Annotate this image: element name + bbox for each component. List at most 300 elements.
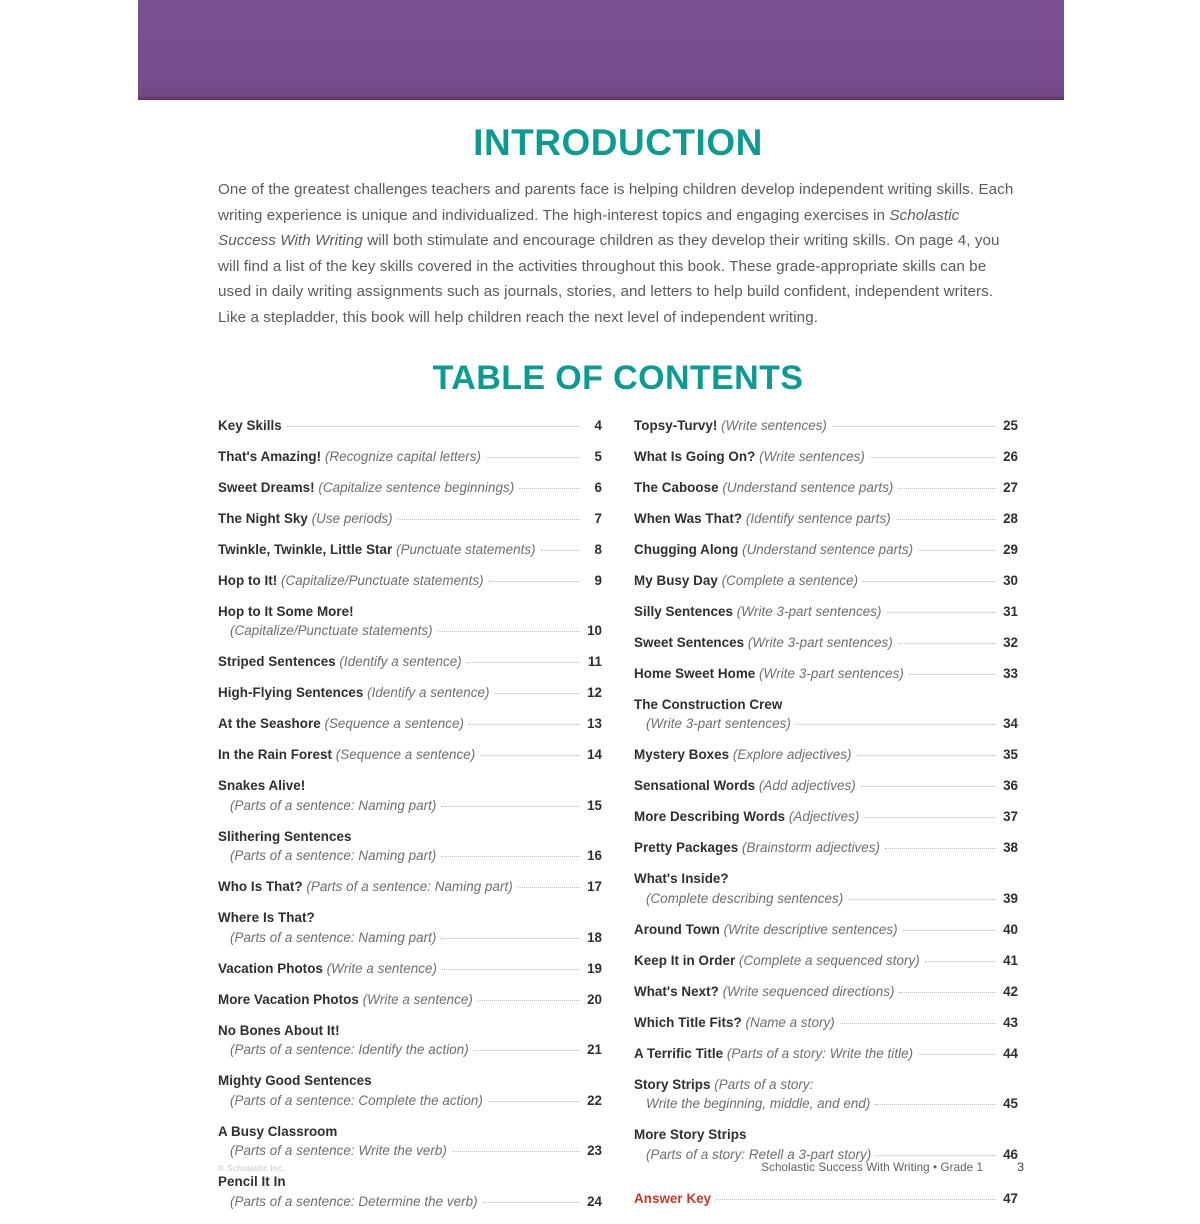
toc-entry-page-number: 32 [1003, 634, 1018, 650]
toc-entry[interactable] [218, 991, 602, 1009]
toc-entry-line-1 [218, 828, 602, 846]
toc-entry-row [230, 622, 602, 640]
toc-entry-skill: (Add adjectives) [758, 778, 856, 794]
dot-leader [488, 1100, 579, 1102]
toc-entry-title: More Describing Words [634, 809, 786, 825]
toc-entry-title: Vacation Photos [218, 960, 323, 976]
toc-entry-page-number: 20 [587, 991, 602, 1007]
toc-entry-row [634, 634, 1018, 652]
dot-leader [469, 723, 579, 725]
toc-entry-text [634, 448, 865, 466]
toc-entry-row [634, 1014, 1018, 1032]
toc-entry-text [634, 665, 904, 683]
toc-entry-title: Mystery Boxes [634, 747, 730, 763]
toc-entry-skill: (Parts of a story: Retell a 3-part story) [646, 1146, 872, 1162]
toc-entry-page-number: 4 [594, 417, 602, 433]
toc-entry[interactable] [218, 417, 602, 435]
toc-entry-row [218, 960, 602, 978]
toc-entry-line-2 [218, 1041, 602, 1059]
toc-entry-text [218, 448, 481, 466]
toc-entry-text [218, 746, 475, 764]
toc-entry-title: Keep It in Order [634, 952, 736, 968]
toc-entry-row [218, 479, 602, 497]
dot-leader [898, 642, 995, 644]
toc-entry-text [634, 479, 893, 497]
toc-entry-text [634, 746, 852, 764]
toc-entry-skill: (Complete describing sentences) [646, 890, 844, 906]
toc-entry-page-number: 12 [587, 685, 602, 701]
dot-leader [898, 487, 995, 489]
toc-entry-page-number: 18 [587, 929, 602, 945]
toc-entry-title: Hop to It Some More! [218, 603, 354, 619]
dot-leader [918, 1053, 995, 1055]
toc-entry-text [634, 1014, 835, 1032]
toc-entry[interactable] [218, 603, 602, 640]
toc-entry-line-1 [634, 870, 1018, 888]
toc-entry-text [218, 510, 393, 528]
toc-left-column [218, 417, 602, 1224]
toc-entry[interactable] [634, 746, 1018, 764]
toc-entry[interactable] [634, 510, 1018, 528]
toc-entry-skill: (Name a story) [745, 1014, 835, 1030]
toc-entry[interactable] [218, 1123, 602, 1160]
toc-entry-skill: (Parts of a story: [714, 1076, 814, 1092]
toc-entry[interactable] [218, 960, 602, 978]
toc-entry-skill: (Write 3-part sentences) [759, 665, 904, 681]
toc-entry-row [634, 952, 1018, 970]
toc-entry[interactable] [218, 541, 602, 559]
toc-entry-title: Key Skills [218, 417, 282, 433]
toc-entry-text [230, 1092, 483, 1110]
toc-entry-row [230, 1092, 602, 1110]
toc-entry-title: High-Flying Sentences [218, 685, 364, 701]
toc-entry-page-number: 11 [587, 654, 602, 670]
toc-entry-text [230, 1193, 478, 1211]
dot-leader [519, 487, 579, 489]
toc-entry-title: What Is Going On? [634, 448, 756, 464]
toc-entry-page-number: 24 [587, 1193, 602, 1209]
toc-entry[interactable] [634, 808, 1018, 826]
toc-entry[interactable] [634, 696, 1018, 733]
toc-entry-skill: (Capitalize/Punctuate statements) [280, 572, 484, 588]
toc-entry-line-2 [218, 1092, 602, 1110]
toc-entry[interactable] [634, 665, 1018, 683]
toc-entry-page-number: 40 [1003, 921, 1018, 937]
toc-entry-row [634, 417, 1018, 435]
toc-entry-title: More Vacation Photos [218, 991, 359, 1007]
toc-entry[interactable] [218, 1022, 602, 1059]
dot-leader [840, 1022, 995, 1024]
toc-entry-line-2 [634, 890, 1018, 908]
toc-entry-title: When Was That? [634, 510, 743, 526]
toc-entry-skill: (Capitalize sentence beginnings) [318, 479, 515, 495]
toc-entry-title: Hop to It! [218, 572, 278, 588]
footer-book-title: Scholastic Success With Writing • Grade 1 [761, 1161, 984, 1174]
dot-leader [438, 630, 579, 632]
toc-entry-skill: (Explore adjectives) [732, 747, 852, 763]
toc-entry-skill: (Write 3-part sentences) [646, 716, 791, 732]
toc-entry-skill: (Identify a sentence) [339, 654, 462, 670]
toc-entry-skill: (Use periods) [311, 510, 393, 526]
toc-entry-title: Pencil It In [218, 1174, 286, 1190]
toc-entry-line-1 [634, 1126, 1018, 1144]
toc-entry-row [634, 777, 1018, 795]
toc-entry-page-number: 29 [1003, 541, 1018, 557]
toc-entry[interactable] [634, 1126, 1018, 1163]
toc-entry-skill: (Parts of a sentence: Identify the action) [230, 1042, 469, 1058]
toc-entry-text [646, 1095, 870, 1113]
table-of-contents-heading: TABLE OF CONTENTS [432, 358, 804, 397]
toc-entry-page-number: 28 [1003, 510, 1018, 526]
toc-entry-page-number: 10 [587, 623, 602, 639]
dot-leader [398, 518, 579, 520]
toc-entry[interactable] [634, 1014, 1018, 1032]
dot-leader [441, 937, 579, 939]
dot-leader [518, 886, 579, 888]
toc-entry-row [634, 510, 1018, 528]
toc-entry-page-number: 14 [587, 747, 602, 763]
toc-entry-text [634, 808, 859, 826]
toc-entry[interactable] [218, 828, 602, 865]
toc-entry-row [634, 921, 1018, 939]
toc-entry-page-number: 22 [587, 1092, 602, 1108]
dot-leader [857, 754, 995, 756]
toc-entry-text [218, 479, 514, 497]
toc-entry-skill-cont: Write the beginning, middle, and end) [646, 1096, 871, 1112]
toc-entry-line-2 [218, 929, 602, 947]
toc-entry-line-1 [634, 696, 1018, 714]
toc-entry-row [218, 746, 602, 764]
dot-leader [896, 518, 995, 520]
toc-entry-page-number: 43 [1003, 1014, 1018, 1030]
toc-entry[interactable] [218, 653, 602, 671]
toc-entry-row [218, 715, 602, 733]
toc-entry-row [218, 572, 602, 590]
dot-leader [474, 1049, 579, 1051]
dot-leader [870, 456, 995, 458]
toc-entry-skill: (Write a sentence) [362, 991, 473, 1007]
dot-leader [480, 754, 579, 756]
toc-entry-row [218, 510, 602, 528]
toc-entry-title: A Terrific Title [634, 1045, 724, 1061]
dot-leader [478, 999, 579, 1001]
toc-entry-row [634, 808, 1018, 826]
toc-entry-text [218, 417, 282, 435]
toc-entry-skill: (Write sentences) [759, 448, 865, 464]
toc-entry-line-1 [218, 1072, 602, 1090]
toc-entry-text [218, 991, 473, 1009]
toc-entry-skill: (Parts of a sentence: Write the verb) [230, 1143, 447, 1159]
toc-entry-page-number: 36 [1003, 778, 1018, 794]
toc-entry-page-number: 37 [1003, 809, 1018, 825]
toc-entry[interactable] [634, 448, 1018, 466]
toc-entry-text [218, 572, 484, 590]
dot-leader [875, 1103, 995, 1105]
toc-entry-row [218, 684, 602, 702]
toc-entry-title: The Night Sky [218, 510, 308, 526]
toc-entry-skill: (Punctuate statements) [396, 541, 536, 557]
toc-entry-answer-key[interactable] [634, 1190, 1018, 1208]
toc-entry-line-2 [218, 1142, 602, 1160]
toc-entry-page-number: 33 [1003, 665, 1018, 681]
toc-entry-title: What's Next? [634, 983, 719, 999]
toc-entry-row [230, 797, 602, 815]
toc-entry-title: Story Strips [634, 1076, 711, 1092]
toc-entry-title: Where Is That? [218, 910, 315, 926]
toc-entry-skill: (Understand sentence parts) [722, 479, 894, 495]
toc-entry-row [634, 541, 1018, 559]
toc-entry-title: Which Title Fits? [634, 1014, 742, 1030]
toc-entry-title: Twinkle, Twinkle, Little Star [218, 541, 393, 557]
toc-entry-text [634, 921, 898, 939]
toc-entry-text [218, 960, 437, 978]
toc-entry-line-2 [218, 622, 602, 640]
toc-entry[interactable] [218, 448, 602, 466]
toc-entry-line-2 [634, 715, 1018, 733]
toc-entry-page-number: 27 [1003, 479, 1018, 495]
toc-entry[interactable] [218, 909, 602, 946]
toc-entry-page-number: 19 [587, 960, 602, 976]
toc-entry-page-number: 41 [1003, 952, 1018, 968]
toc-entry-skill: (Parts of a sentence: Complete the action) [230, 1092, 483, 1108]
toc-entry-skill: (Parts of a sentence: Naming part) [306, 879, 513, 895]
dot-leader [864, 816, 995, 818]
dot-leader [442, 968, 579, 970]
toc-entry-text [218, 541, 536, 559]
toc-entry[interactable] [218, 479, 602, 497]
toc-entry-row [218, 991, 602, 1009]
toc-entry[interactable] [634, 572, 1018, 590]
toc-entry-title: No Bones About It! [218, 1022, 340, 1038]
toc-entry[interactable] [218, 777, 602, 814]
toc-entry-skill: (Identify a sentence) [367, 685, 490, 701]
dot-leader [848, 898, 995, 900]
toc-entry-skill: (Write 3-part sentences) [736, 603, 882, 619]
toc-entry-page-number: 15 [587, 797, 602, 813]
toc-entry-skill: (Parts of a story: Write the title) [726, 1045, 914, 1061]
toc-entry-page-number: 31 [1003, 603, 1018, 619]
dot-leader [909, 673, 995, 675]
toc-entry[interactable] [634, 1045, 1018, 1063]
toc-entry-line-1 [634, 1076, 1018, 1094]
dot-leader [832, 425, 995, 427]
toc-entry-title: That's Amazing! [218, 448, 322, 464]
dot-leader [452, 1150, 579, 1152]
toc-entry-text [230, 622, 433, 640]
dot-leader [541, 549, 579, 551]
toc-entry-page-number: 25 [1003, 417, 1018, 433]
toc-entry-text [230, 1142, 447, 1160]
toc-entry-page-number: 45 [1003, 1096, 1018, 1112]
intro-text-part-2: will both stimulate and encourage children as they develop their writing skills. On page 4, you will find a list of the key skills covered in the activities throughout this book. These grade-appropriate skills can be used in daily writing assignments such as journals, stories, and letters to help build confident, independent writers. Like a stepladder, this book will help children reach the next level of independent writing. [218, 232, 1000, 326]
toc-entry-row [230, 1041, 602, 1059]
toc-entry[interactable] [634, 839, 1018, 857]
toc-entry-title: Topsy-Turvy! [634, 417, 718, 433]
toc-entry-title: A Busy Classroom [218, 1123, 338, 1139]
toc-entry[interactable] [218, 1173, 602, 1210]
toc-entry-text [646, 715, 791, 733]
toc-entry-skill: (Brainstorm adjectives) [741, 840, 881, 856]
dot-leader [486, 456, 579, 458]
toc-entry-text [218, 878, 513, 896]
toc-entry-text [634, 572, 858, 590]
toc-columns [218, 417, 1018, 1224]
toc-entry-text [230, 929, 436, 947]
dot-leader [716, 1198, 995, 1200]
toc-entry[interactable] [634, 603, 1018, 621]
toc-entry-title: Home Sweet Home [634, 665, 756, 681]
toc-entry-row [634, 479, 1018, 497]
toc-entry-row [634, 839, 1018, 857]
dot-leader [903, 929, 995, 931]
toc-entry-title: Mighty Good Sentences [218, 1073, 372, 1089]
toc-entry-title: Sensational Words [634, 778, 756, 794]
toc-entry-skill: (Capitalize/Punctuate statements) [230, 623, 433, 639]
toc-entry-skill: (Sequence a sentence) [324, 716, 464, 732]
toc-entry-text [230, 847, 436, 865]
toc-entry-page-number: 35 [1003, 747, 1018, 763]
toc-entry-row [218, 653, 602, 671]
toc-entry-text [230, 797, 436, 815]
toc-entry-page-number: 34 [1003, 716, 1018, 732]
toc-entry[interactable] [634, 921, 1018, 939]
toc-entry-title: What's Inside? [634, 871, 729, 887]
dot-leader [467, 661, 579, 663]
toc-entry[interactable] [634, 479, 1018, 497]
toc-entry-line-2 [218, 797, 602, 815]
toc-entry-line-1 [218, 1123, 602, 1141]
toc-entry-row [218, 448, 602, 466]
page-content [218, 124, 1018, 1224]
toc-entry-row [646, 715, 1018, 733]
toc-entry-line-1 [218, 909, 602, 927]
toc-entry-title: The Caboose [634, 479, 719, 495]
toc-entry-text [634, 634, 893, 652]
toc-entry-title: Who Is That? [218, 879, 303, 895]
toc-entry-skill: (Parts of a sentence: Naming part) [230, 929, 437, 945]
toc-entry[interactable] [218, 715, 602, 733]
toc-entry-page-number: 5 [594, 448, 602, 464]
toc-entry[interactable] [218, 684, 602, 702]
toc-entry-line-1 [218, 1022, 602, 1040]
page-footer [218, 1160, 1024, 1174]
toc-entry[interactable] [634, 983, 1018, 1001]
toc-entry[interactable] [634, 952, 1018, 970]
toc-entry-page-number: 16 [587, 848, 602, 864]
toc-entry[interactable] [634, 417, 1018, 435]
toc-entry[interactable] [634, 541, 1018, 559]
purple-header-band [138, 0, 1064, 100]
footer-right-group [761, 1160, 1024, 1174]
dot-leader [925, 960, 995, 962]
toc-entry[interactable] [634, 634, 1018, 652]
toc-entry[interactable] [218, 746, 602, 764]
toc-entry-title: Chugging Along [634, 541, 739, 557]
toc-entry-text [634, 983, 894, 1001]
toc-entry-page-number: 30 [1003, 572, 1018, 588]
toc-entry-text [634, 777, 856, 795]
dot-leader [441, 805, 579, 807]
toc-entry-page-number: 23 [587, 1143, 602, 1159]
toc-entry-text [634, 541, 913, 559]
toc-entry-row [634, 746, 1018, 764]
toc-entry-skill: (Write descriptive sentences) [723, 921, 898, 937]
toc-entry-page-number: 44 [1003, 1045, 1018, 1061]
dot-leader [796, 723, 995, 725]
toc-entry-title: The Construction Crew [634, 696, 783, 712]
toc-entry-skill: (Complete a sentence) [721, 572, 859, 588]
toc-entry-page-number: 21 [587, 1042, 602, 1058]
toc-right-column [634, 417, 1018, 1222]
toc-entry[interactable] [218, 572, 602, 590]
toc-entry-text [634, 839, 880, 857]
dot-leader [287, 425, 579, 427]
intro-text-part-1: One of the greatest challenges teachers and parents face is helping children develop independent writing skills. Each writing experience is unique and individualized. The high-interest topics and engaging exercises in [218, 181, 1014, 224]
toc-entry[interactable] [218, 1072, 602, 1109]
toc-entry-skill: (Parts of a sentence: Naming part) [230, 797, 437, 813]
toc-entry[interactable] [634, 870, 1018, 907]
toc-entry-row [218, 878, 602, 896]
toc-entry-skill: (Parts of a sentence: Naming part) [230, 848, 437, 864]
toc-entry-title: In the Rain Forest [218, 747, 332, 763]
toc-entry-title: Sweet Dreams! [218, 479, 315, 495]
dot-leader [441, 855, 579, 857]
dot-leader [876, 1154, 995, 1156]
toc-entry-skill: (Adjectives) [788, 809, 860, 825]
toc-entry-row [218, 417, 602, 435]
introduction-heading: INTRODUCTION [473, 122, 763, 163]
introduction-paragraph [218, 177, 1018, 331]
toc-entry[interactable] [218, 510, 602, 528]
toc-entry-text [634, 603, 882, 621]
toc-entry-row [646, 1095, 1018, 1113]
toc-entry-text [218, 653, 462, 671]
toc-entry-line-1 [218, 1173, 602, 1191]
footer-page-number: 3 [1017, 1160, 1024, 1174]
toc-entry-row [230, 1142, 602, 1160]
toc-entry-row [230, 929, 602, 947]
toc-entry[interactable] [634, 1076, 1018, 1113]
toc-entry-row [634, 1045, 1018, 1063]
toc-entry-skill: (Parts of a sentence: Determine the verb) [230, 1193, 478, 1209]
toc-entry-text [634, 952, 920, 970]
toc-entry-title: Snakes Alive! [218, 778, 306, 794]
toc-entry-row [634, 1190, 1018, 1208]
dot-leader [899, 991, 995, 993]
toc-entry-text [218, 684, 490, 702]
toc-entry-title: At the Seashore [218, 716, 321, 732]
toc-entry-text [634, 1190, 711, 1208]
dot-leader [861, 785, 995, 787]
toc-entry-text [646, 890, 843, 908]
dot-leader [887, 611, 995, 613]
toc-entry-page-number: 26 [1003, 448, 1018, 464]
toc-entry-title: Silly Sentences [634, 603, 733, 619]
toc-entry-page-number: 38 [1003, 840, 1018, 856]
toc-entry-row [634, 603, 1018, 621]
toc-entry-skill: (Write 3-part sentences) [747, 634, 893, 650]
dot-leader [489, 580, 579, 582]
toc-entry-text [218, 715, 464, 733]
toc-entry[interactable] [218, 878, 602, 896]
toc-entry-skill: (Understand sentence parts) [742, 541, 914, 557]
toc-entry-skill: (Complete a sequenced story) [738, 952, 920, 968]
toc-entry-row [230, 847, 602, 865]
toc-entry-page-number: 7 [594, 510, 602, 526]
footer-copyright: © Scholastic Inc. [218, 1163, 285, 1173]
toc-entry-line-1 [218, 603, 602, 621]
toc-entry[interactable] [634, 777, 1018, 795]
